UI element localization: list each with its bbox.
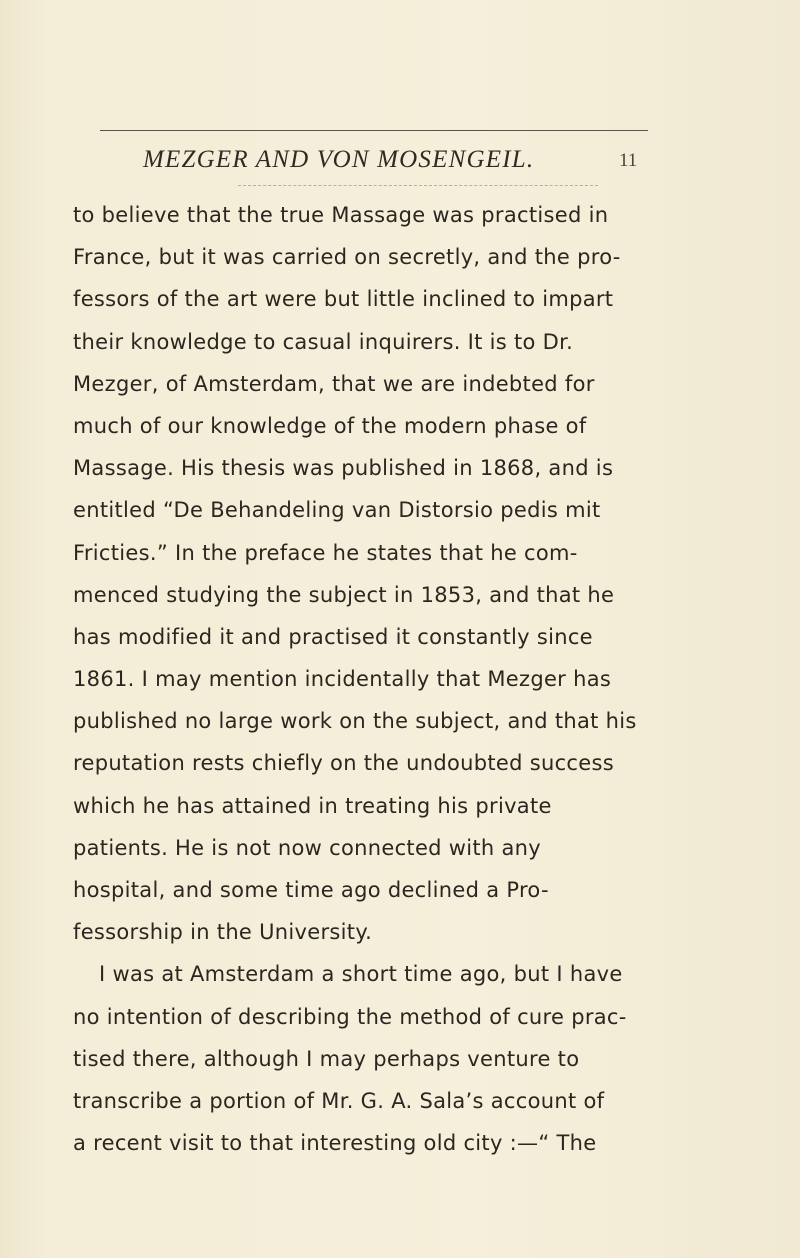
text-line: Fricties.” In the preface he states that he com-: [73, 540, 578, 565]
text-line: patients. He is not now connected with any: [73, 835, 542, 860]
text-line: hospital, and some time ago declined a Pro-: [73, 878, 549, 902]
header-underline: [238, 185, 598, 186]
header-rule: [100, 130, 648, 131]
text-line: entitled “De Behandeling van Distorsio pedis mit: [73, 498, 601, 523]
body-text: [73, 194, 663, 1164]
text-line: no intention of describing the method of cure prac-: [73, 1004, 627, 1029]
text-line: fessorship in the University.: [73, 920, 373, 945]
text-line: transcribe a portion of Mr. G. A. Sala’s account of: [73, 1088, 605, 1113]
text-line: to believe that the true Massage was practised in: [73, 203, 609, 227]
text-line: Massage. His thesis was published in 1868, and is: [73, 456, 614, 481]
text-line: tised there, although I may perhaps venture to: [73, 1046, 580, 1071]
text-line: has modified it and practised it constantly since: [73, 624, 593, 649]
text-line: menced studying the subject in 1853, and that he: [73, 582, 615, 607]
text-line: published no large work on the subject, and that his: [73, 709, 637, 734]
page-number: 11: [619, 150, 638, 171]
running-head-title: MEZGER AND VON MOSENGEIL.: [143, 146, 535, 173]
text-line: fessors of the art were but little inclined to impart: [73, 287, 614, 312]
text-line: 1861. I may mention incidentally that Mezger has: [73, 667, 612, 692]
text-line: Mezger, of Amsterdam, that we are indebted for: [73, 371, 595, 396]
running-head: [143, 146, 643, 178]
text-line: which he has attained in treating his private: [73, 793, 552, 818]
text-line: much of our knowledge of the modern phase of: [73, 413, 587, 438]
text-line: their knowledge to casual inquirers. It is to Dr.: [73, 329, 574, 354]
paragraph-start-line: I was at Amsterdam a short time ago, but I have: [99, 962, 623, 987]
text-line: France, but it was carried on secretly, and the pro-: [73, 245, 621, 270]
text-line: a recent visit to that interesting old city :—“ The: [73, 1131, 597, 1156]
text-line: reputation rests chiefly on the undoubted success: [73, 751, 614, 776]
